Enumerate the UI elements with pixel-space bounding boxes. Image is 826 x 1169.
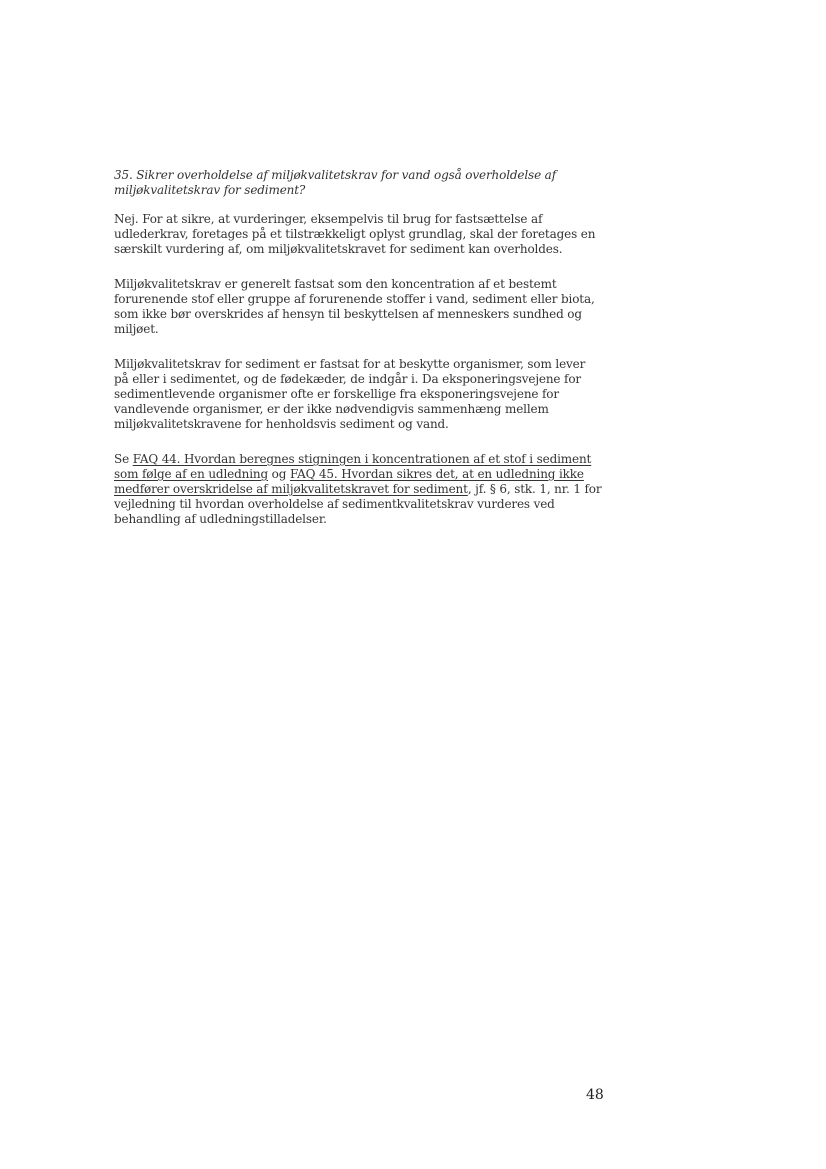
see-also-middle: og: [268, 467, 290, 481]
answer-paragraph-2: Miljøkvalitetskrav er generelt fastsat som den koncentration af et bestemt forurenende stof eller gruppe af forurenende stoffer i vand, sediment eller biota, som ikke bør overskrides af hensyn til beskyttelsen af menneskers sundhed og miljøet.: [114, 277, 595, 336]
faq-44-link[interactable]: FAQ 44. Hvordan beregnes stigningen i koncentrationen af et stof i sediment som følge af en udledning: [114, 452, 592, 481]
see-also-prefix: Se: [114, 452, 133, 466]
faq-content: [114, 168, 602, 547]
page-number: 48: [586, 1087, 604, 1103]
answer-paragraph-3: Miljøkvalitetskrav for sediment er fastsat for at beskytte organismer, som lever på eller i sedimentet, og de fødekæder, de indgår i. Da eksponeringsvejene for sedimentlevende organismer ofte er forskellige fra eksponeringsvejene for vandlevende organismer, er der ikke nødvendigvis sammenhæng mellem miljøkvalitetskravene for henholdsvis sediment og vand.: [114, 357, 586, 431]
faq-45-link[interactable]: FAQ 45. Hvordan sikres det, at en udledning ikke medfører overskridelse af miljøkvalitetskravet for sediment: [114, 467, 584, 496]
answer-paragraph-1: Nej. For at sikre, at vurderinger, eksempelvis til brug for fastsættelse af udlederkrav, foretages på et tilstrækkeligt oplyst grundlag, skal der foretages en særskilt vurdering af, om miljøkvalitetskravet for sediment kan overholdes.: [114, 212, 596, 256]
see-also-suffix: , jf. § 6, stk. 1, nr. 1 for vejledning til hvordan overholdelse af sedimentkvalitetskrav vurderes ved behandling af udledningstilladelser.: [114, 482, 602, 526]
faq-question: 35. Sikrer overholdelse af miljøkvalitetskrav for vand også overholdelse af miljøkvalitetskrav for sediment?: [114, 168, 556, 197]
see-also-paragraph: [114, 452, 602, 527]
